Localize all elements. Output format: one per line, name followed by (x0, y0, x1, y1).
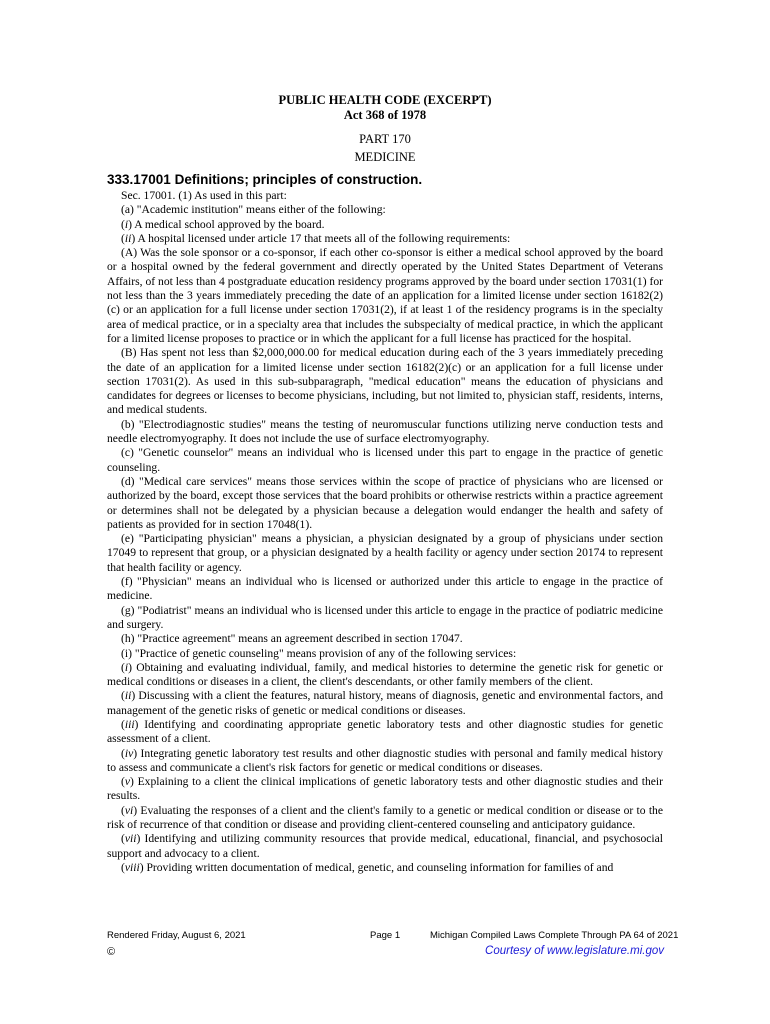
act-number: Act 368 of 1978 (343, 108, 427, 122)
paragraph-text: ) Identifying and coordinating appropriate genetic laboratory tests and other diagnostic studies for genetic assessment of a client. (107, 717, 663, 746)
paragraph (107, 832, 663, 861)
paragraph-text: ( (121, 217, 125, 231)
paragraph-text: (d) "Medical care services" means those services within the scope of practice of physicians who are licensed or authorized by the board, except those services that the board prohibits or otherwise restricts within a practice agreement or determines shall not be delegated by a physician because a delegation would endanger the health and safety of patients as provided for in section 17048(1). (107, 474, 663, 531)
part-name: MEDICINE (354, 150, 416, 164)
paragraph (107, 475, 663, 532)
document-title: PUBLIC HEALTH CODE (EXCERPT) (278, 93, 492, 107)
paragraph (107, 418, 663, 447)
paragraph-text: ) A hospital licensed under article 17 that meets all of the following requirements: (131, 231, 511, 245)
italic-numeral: vii (124, 832, 137, 846)
paragraph-text: ( (121, 689, 125, 703)
paragraph (107, 446, 663, 475)
paragraph (107, 661, 663, 690)
paragraph (107, 647, 663, 661)
paragraph-text: ) A medical school approved by the board. (128, 217, 325, 231)
italic-numeral: v (124, 775, 131, 789)
paragraph (107, 189, 663, 203)
italic-numeral: ii (124, 689, 132, 703)
paragraph (107, 575, 663, 604)
paragraph (107, 346, 663, 417)
paragraph-text: ) Explaining to a client the clinical implications of genetic laboratory tests and other diagnostic studies and their results. (107, 775, 663, 803)
paragraph-text: ( (121, 860, 125, 874)
paragraph-text: ( (121, 803, 125, 817)
paragraph (107, 218, 663, 232)
paragraph-text: ( (121, 231, 125, 245)
paragraph-text: ( (121, 660, 125, 674)
paragraph-text: (f) "Physician" means an individual who is licensed or authorized under this article to engage in the practice of medicine. (107, 575, 663, 603)
paragraph (107, 718, 663, 747)
paragraph (107, 689, 663, 718)
italic-numeral: vi (124, 803, 134, 817)
paragraph-text: ( (121, 832, 125, 846)
paragraph-text: ( (121, 746, 125, 760)
paragraph (107, 632, 663, 646)
footer-compiled-laws: Michigan Compiled Laws Complete Through PA 64 of 2021 (430, 930, 679, 941)
paragraph (107, 532, 663, 575)
paragraph-text: ) Obtaining and evaluating individual, family, and medical histories to determine the genetic risk for genetic or medical conditions or diseases in a client, the client's descendants, or other family members of the client. (107, 660, 663, 689)
paragraph-text: ) Identifying and utilizing community resources that provide medical, educational, financial, and psychosocial support and advocacy to a client. (107, 832, 663, 860)
courtesy-link[interactable]: Courtesy of www.legislature.mi.gov (485, 945, 664, 957)
part-number: PART 170 (359, 132, 411, 146)
paragraph (107, 246, 663, 346)
paragraph (107, 747, 663, 776)
paragraph (107, 232, 663, 246)
paragraph (107, 861, 663, 875)
paragraph-text: (h) "Practice agreement" means an agreement described in section 17047. (121, 632, 463, 646)
paragraph-text: (e) "Participating physician" means a physician, a physician designated by a group of physicians under section 17049 to represent that group, or a physician designated by a health facility or agency under section 20174 to represent that health facility or agency. (107, 532, 663, 574)
paragraph-text: (b) "Electrodiagnostic studies" means the testing of neuromuscular functions utilizing nerve conduction tests and needle electromyography. It does not include the use of surface electromyography. (107, 417, 663, 446)
paragraph-text: (g) "Podiatrist" means an individual who is licensed under this article to engage in the practice of podiatric medicine and surgery. (107, 603, 663, 631)
paragraph-text: (B) Has spent not less than $2,000,000.00 for medical education during each of the 3 years immediately preceding the date of an application for a limited license under section 16182(2)(c) or an application for a full license under section 17031(2). As used in this sub-subparagraph, "medical education" means the education of physicians and candidates for degrees or licenses to become physicians, including, but not limited to, physician staff, residents, interns, and medical students. (107, 346, 663, 417)
section-body (107, 189, 663, 875)
italic-numeral: iii (124, 717, 135, 731)
paragraph-text: ) Evaluating the responses of a client and the client's family to a genetic or medical condition or disease or to the risk of recurrence of that condition or disease and providing client-centered counseling and anticipatory guidance. (107, 803, 663, 832)
paragraph (107, 804, 663, 833)
paragraph (107, 604, 663, 633)
paragraph-text: (i) "Practice of genetic counseling" means provision of any of the following services: (121, 646, 517, 660)
section-heading: 333.17001 Definitions; principles of construction. (107, 172, 423, 187)
footer-page-number: Page 1 (370, 930, 401, 941)
paragraph-text: ) Providing written documentation of medical, genetic, and counseling information for families of and (139, 860, 614, 874)
paragraph-text: Sec. 17001. (1) As used in this part: (121, 189, 287, 202)
copyright-symbol: © (107, 946, 116, 958)
paragraph (107, 775, 663, 804)
paragraph-text: ( (121, 775, 125, 789)
italic-numeral: viii (124, 860, 140, 874)
paragraph-text: ) Discussing with a client the features, natural history, means of diagnosis, genetic and environmental factors, and management of the genetic risks of genetic or medical conditions or diseases. (107, 689, 663, 717)
italic-numeral: iv (124, 746, 134, 760)
paragraph-text: (a) "Academic institution" means either of the following: (121, 203, 386, 217)
italic-numeral: i (124, 217, 129, 231)
paragraph-text: (A) Was the sole sponsor or a co-sponsor, if each other co-sponsor is either a medical school approved by the board or a hospital owned by the federal government and directly operated by the United States Department of Veterans Affairs, of not less than 4 postgraduate education residency programs approved by the board under section 17031(1) for not less than the 3 years immediately preceding the date of an application for a limited license under section 16182(2)(c) or an application for a full license under section 17031(2), if at least 1 of the residency programs is in the specialty area of medical practice, or in a specialty area that includes the subspecialty of medical practice, in which the applicant for a limited license proposes to practice or in which the applicant for a full license has practiced for the hospital. (107, 246, 663, 345)
paragraph-text: ( (121, 717, 125, 731)
italic-numeral: ii (124, 231, 132, 245)
paragraph-text: ) Integrating genetic laboratory test results and other diagnostic studies with personal and family medical history to assess and communicate a client's risk factors for genetic or medical conditions or diseases. (107, 746, 663, 774)
paragraph (107, 203, 663, 217)
paragraph-text: (c) "Genetic counselor" means an individual who is licensed under this part to engage in the practice of genetic counseling. (107, 446, 663, 474)
italic-numeral: i (124, 660, 129, 674)
footer-rendered-date: Rendered Friday, August 6, 2021 (107, 930, 246, 941)
